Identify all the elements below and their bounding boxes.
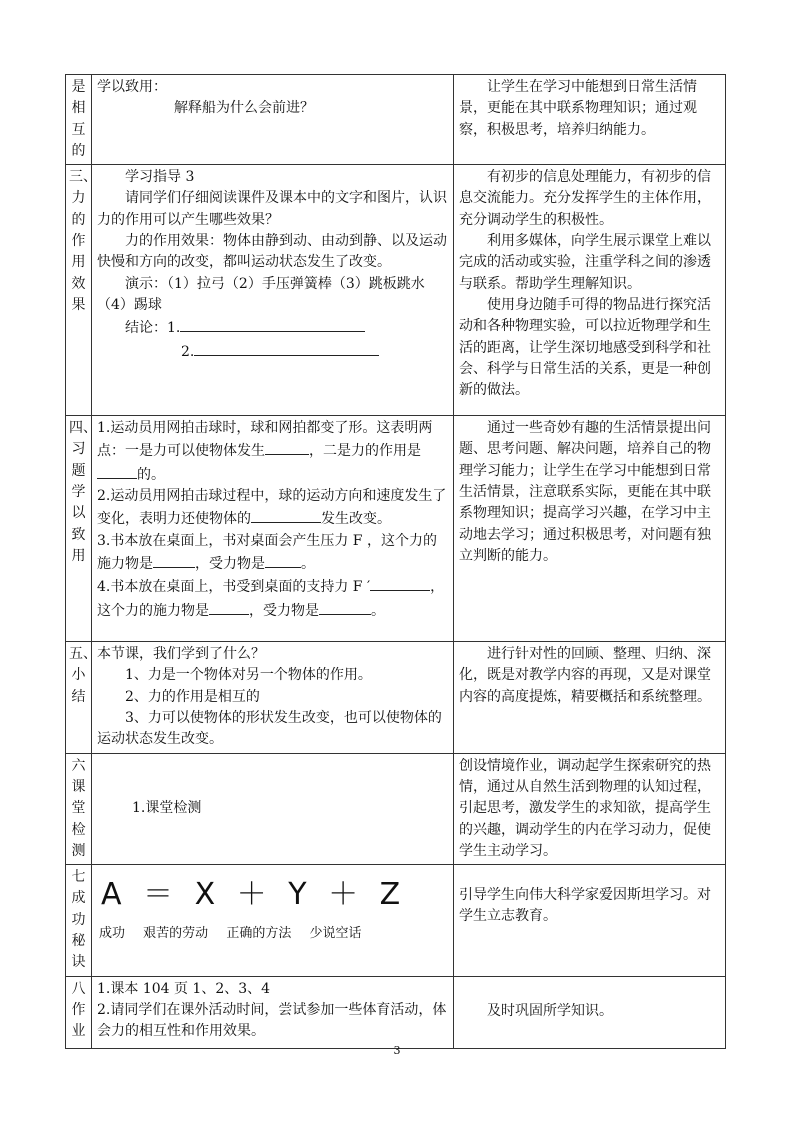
intent-text: 进行针对性的回顾、整理、归纳、深化，既是对教学内容的再现，又是对课堂内容的高度提炼，精要概括和系统整理。 — [459, 646, 711, 705]
formula-term: 正确的方法 — [226, 926, 292, 942]
intent-cell — [454, 165, 726, 416]
intent-cell — [454, 753, 726, 864]
row-exercises — [66, 416, 726, 642]
formula-term: 艰苦的劳动 — [143, 926, 209, 942]
content-line: 1.课堂检测 — [132, 800, 202, 817]
content-line: 解释船为什么会前进？ — [174, 100, 314, 117]
intent-text: 通过一些奇妙有趣的生活情景提出问题、思考问题、解决问题，培养自己的物理学习能力；让学生在学习中能想到日常生活情景，注意联系实际，更能在其中联系物理知识；提高学习兴趣，在学习中主动地去学习；通过积极思考，对问题有独立判断的能力。 — [459, 420, 711, 564]
content-line: 本节课，我们学到了什么？ — [97, 646, 265, 663]
content-cell — [92, 642, 454, 753]
content-line: 3、力可以使物体的形状发生改变，也可以使物体的运动状态发生改变。 — [97, 710, 442, 748]
intent-text: 使用身边随手可得的物品进行探究活动和各种物理实验，可以拉近物理学和生活的距离，让学生深切地感受到科学和社会、科学与日常生活的关系，更是一种创新的做法。 — [459, 296, 711, 399]
content-line: 力的作用效果：物体由静到动、由动到静、以及运动快慢和方向的改变，都叫运动状态发生了改变。 — [97, 233, 447, 271]
success-formula: A ＝ X ＋ Y ＋ Z — [101, 877, 407, 913]
row-classroom-test — [66, 753, 726, 864]
intent-text: 让学生在学习中能想到日常生活情景，更能在其中联系物理知识；通过观察，积极思考，培养归纳能力。 — [459, 79, 697, 138]
formula-legend — [99, 923, 448, 944]
intent-cell — [454, 416, 726, 642]
lesson-plan-table — [65, 74, 726, 1049]
conclusion-line — [97, 340, 448, 363]
row-success-secret — [66, 865, 726, 976]
intent-text: 利用多媒体，向学生展示课堂上难以完成的活动或实验，注重学科之间的渗透与联系。帮助学生理解知识。 — [459, 233, 711, 292]
section-label: 三、力的作用效果 — [66, 165, 92, 416]
section-label: 六课堂检测 — [66, 753, 92, 864]
intent-cell — [454, 976, 726, 1048]
content-line: 请同学们仔细阅读课件及课本中的文字和图片，认识力的作用可以产生哪些效果？ — [97, 190, 447, 228]
content-line: 演示：（1）拉弓（2）手压弹簧棒（3）跳板跳水（4）踢球 — [97, 275, 425, 313]
conclusion-label: 2. — [181, 343, 195, 360]
answer-blank — [180, 316, 365, 332]
intent-text: 有初步的信息处理能力，有初步的信息交流能力。充分发挥学生的主体作用，充分调动学生的积极性。 — [459, 169, 711, 228]
conclusion-label: 结论：1. — [125, 320, 181, 337]
conclusion-line — [97, 316, 448, 339]
exercise-item: 4.书本放在桌面上，书受到桌面的支持力 F ′ ，这个力的施力物是 ，受力物是 。 — [97, 575, 448, 622]
answer-blank — [194, 340, 379, 356]
content-line: 学习指导 3 — [125, 169, 195, 186]
intent-cell — [454, 642, 726, 753]
intent-cell — [454, 75, 726, 165]
page-number: 3 — [393, 1044, 401, 1057]
row-application — [66, 75, 726, 165]
exercise-item: 2.运动员用网拍击球过程中，球的运动方向和速度发生了变化，表明力还使物体的 发生改变。 — [97, 488, 447, 528]
content-line: 1.课本 104 页 1、2、3、4 — [97, 980, 271, 997]
section-label: 是相互的 — [66, 75, 92, 165]
content-cell — [92, 165, 454, 416]
content-cell — [92, 976, 454, 1048]
content-cell — [92, 865, 454, 976]
content-cell — [92, 416, 454, 642]
formula-term: 成功 — [99, 926, 126, 942]
content-line: 学以致用： — [97, 79, 167, 95]
section-label: 八作业 — [66, 976, 92, 1048]
exercise-item: 3.书本放在桌面上，书对桌面会产生压力 F ，这个力的施力物是 ，受力物是 。 — [97, 532, 437, 572]
intent-cell — [454, 865, 726, 976]
content-line: 2.请同学们在课外活动时间，尝试参加一些体育活动，体会力的相互性和作用效果。 — [97, 1001, 447, 1040]
row-homework — [66, 976, 726, 1048]
content-line: 1、力是一个物体对另一个物体的作用。 — [125, 667, 372, 684]
intent-text: 引导学生向伟大科学家爱因斯坦学习。对学生立志教育。 — [459, 887, 711, 925]
formula-term: 少说空话 — [309, 926, 362, 942]
intent-text: 创设情境作业，调动起学生探索研究的热情，通过从自然生活到物理的认知过程，引起思考，激发学生的求知欲，提高学生的兴趣，调动学生的内在学习动力，促使学生主动学习。 — [459, 757, 711, 859]
content-cell — [92, 75, 454, 165]
section-label: 五、小结 — [66, 642, 92, 753]
content-cell — [92, 753, 454, 864]
exercise-item: 1.运动员用网拍击球时，球和网拍都变了形。这表明两点：一是力可以使物体发生 ，二是力的作用是的。 — [97, 420, 433, 483]
row-summary — [66, 642, 726, 753]
intent-text: 及时巩固所学知识。 — [487, 1003, 613, 1020]
section-label: 四、习题学以致用 — [66, 416, 92, 642]
content-line: 2、力的作用是相互的 — [125, 688, 260, 705]
section-label: 七成功秘诀 — [66, 865, 92, 976]
row-force-effects — [66, 165, 726, 416]
